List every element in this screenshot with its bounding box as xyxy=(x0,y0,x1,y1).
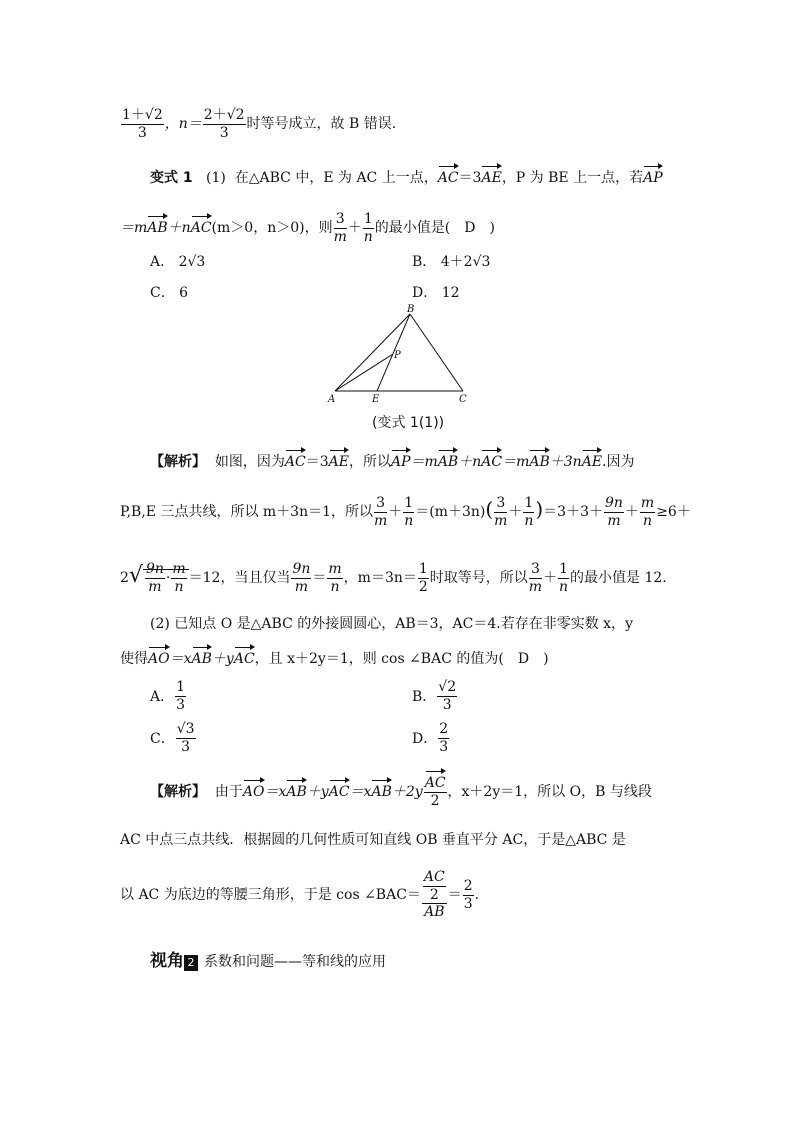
section-heading: 视角 2 系数和问题——等和线的应用 xyxy=(150,951,386,971)
side-bc xyxy=(410,314,463,391)
variant1-line1: 变式 1 (1) 在△ABC 中，E 为 AC 上一点，AC＝3AE，P 为 BE 上一点，若AP xyxy=(150,170,663,186)
option-c: C． 6 xyxy=(150,285,189,301)
label-c: C xyxy=(459,394,467,404)
triangle-figure xyxy=(325,304,475,404)
option-d: D． 12 xyxy=(412,285,460,301)
option-d: D． $\frac{2}{3}$ xyxy=(412,721,449,755)
analysis2-line1: 【解析】 由于AO＝xAB＋yAC＝xAB＋2y $\frac{AC}{2}$ ，x＋2y＝1，所以 O，B 与线段 xyxy=(150,775,652,809)
option-c: C． $\frac{√3}{3}$ xyxy=(150,721,195,755)
segment-ap xyxy=(335,354,393,391)
option-b: B． $\frac{√2}{3}$ xyxy=(412,679,457,713)
option-a: A． $\frac{1}{3}$ xyxy=(150,679,186,713)
fraction: $\frac{2+√2}{3}$ xyxy=(203,107,245,141)
analysis1-line1: 【解析】 如图，因为AC＝3AE，所以AP＝mAB＋nAC＝mAB＋3nAE.因为 xyxy=(150,454,635,470)
label-b: B xyxy=(407,304,415,315)
fraction: $\frac{1}{n}$ xyxy=(363,211,373,245)
label-p: P xyxy=(394,350,401,361)
analysis1-line2: P,B,E 三点共线，所以 m＋3n＝1，所以 $\frac{3}{m}$ ＋ $\frac{1}{n}$ ＝(m＋3n)( $\frac{3}{m}$ ＋ $\frac{1}{n}$ )＝3＋3＋ $\frac{9n}{m}$ ＋ $\frac{m}{n}$ ≥6＋ xyxy=(120,495,691,529)
option-a: A． 2√3 xyxy=(150,254,206,270)
option-b: B． 4＋2√3 xyxy=(412,254,491,270)
analysis2-line2: AC 中点三点共线．根据圆的几何性质可知直线 OB 垂直平分 AC，于是△ABC 是 xyxy=(120,832,626,848)
section-number-badge: 2 xyxy=(184,955,198,971)
label-e: E xyxy=(372,394,380,404)
part2-line1: (2) 已知点 O 是△ABC 的外接圆圆心，AB＝3，AC＝4.若存在非零实数 x，y xyxy=(150,616,633,632)
part2-line2: 使得AO＝xAB＋yAC，且 x＋2y＝1，则 cos ∠BAC 的值为( D ) xyxy=(120,651,549,667)
analysis2-line3: 以 AC 为底边的等腰三角形，于是 cos ∠BAC＝ $\frac{\frac{AC}{2}}{AB}$ ＝ $\frac{2}{3}$ . xyxy=(120,869,480,921)
variant1-line2: ＝mAB＋nAC(m＞0，n＞0)，则 $\frac{3}{m}$ ＋ $\frac{1}{n}$ 的最小值是( D ) xyxy=(120,211,495,245)
answer-letter: D xyxy=(517,651,530,667)
answer-letter: D xyxy=(464,220,476,237)
analysis1-line3: 2√ $\frac{9n}{m}$ · $\frac{m}{n}$ ＝12，当且仅当 $\frac{9n}{m}$ ＝ $\frac{m}{n}$ ，m＝3n＝ $\frac{1}{2}$ 时取等号，所以 $\frac{3}{m}$ ＋ $\frac{1}{n}$ 的最小值是 12. xyxy=(120,561,667,595)
fraction: $\frac{1+√2}{3}$ xyxy=(122,107,163,141)
label-a: A xyxy=(328,394,336,404)
top-continuation-line: $\frac{1+√2}{3}$ ，n＝ $\frac{2+√2}{3}$ 时等号成立，故 B 错误． xyxy=(122,107,406,141)
figure-caption: (变式 1(1)) xyxy=(372,415,445,431)
fraction: $\frac{3}{m}$ xyxy=(333,211,347,245)
